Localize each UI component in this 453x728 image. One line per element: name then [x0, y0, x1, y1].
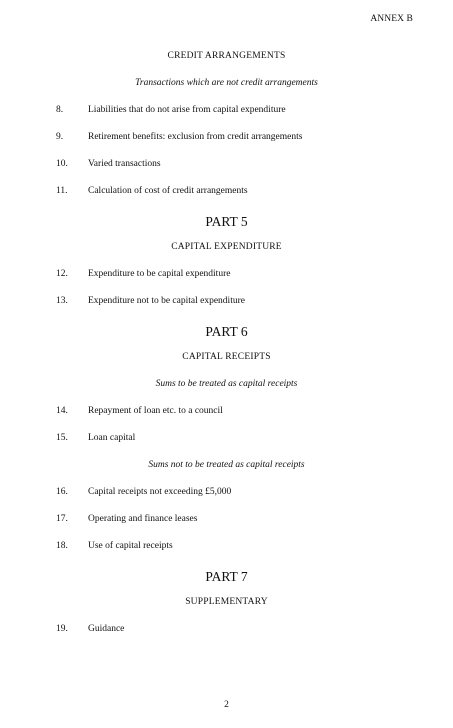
- part-5-label: PART 5: [205, 214, 248, 229]
- contents-entry-11: [0, 185, 453, 197]
- part-7-label: PART 7: [205, 569, 248, 584]
- section-heading-supplementary: SUPPLEMENTARY: [185, 597, 268, 607]
- entry-number: 18.: [56, 541, 68, 551]
- entry-title: Use of capital receipts: [88, 541, 173, 551]
- contents-entry-19: [0, 623, 453, 635]
- contents-entry-16: [0, 486, 453, 498]
- entry-title: Calculation of cost of credit arrangements: [88, 186, 248, 196]
- contents-entry-10: [0, 158, 453, 170]
- contents-entry-8: [0, 104, 453, 116]
- entry-title: Guidance: [88, 624, 125, 634]
- contents-entry-13: [0, 295, 453, 307]
- entry-number: 19.: [56, 624, 68, 634]
- subheading-sums-treated-as-capital-receipts: Sums to be treated as capital receipts: [155, 379, 298, 389]
- entry-number: 15.: [56, 433, 68, 443]
- section-heading-capital-expenditure: CAPITAL EXPENDITURE: [171, 242, 282, 252]
- contents-list: [0, 50, 453, 635]
- subheading-not-credit-arrangements: Transactions which are not credit arrangements: [135, 78, 318, 88]
- contents-entry-18: [0, 540, 453, 552]
- entry-number: 17.: [56, 514, 68, 524]
- entry-title: Capital receipts not exceeding £5,000: [88, 487, 232, 497]
- entry-title: Expenditure not to be capital expenditure: [88, 296, 245, 306]
- entry-number: 12.: [56, 269, 68, 279]
- entry-title: Expenditure to be capital expenditure: [88, 269, 231, 279]
- entry-number: 14.: [56, 406, 68, 416]
- entry-number: 11.: [56, 186, 68, 196]
- section-heading-credit-arrangements: CREDIT ARRANGEMENTS: [167, 51, 286, 61]
- entry-number: 9.: [56, 132, 64, 142]
- entry-number: 10.: [56, 159, 68, 169]
- entry-title: Loan capital: [88, 433, 136, 443]
- page-number: 2: [224, 700, 229, 710]
- entry-number: 13.: [56, 296, 68, 306]
- entry-title: Liabilities that do not arise from capital expenditure: [88, 105, 286, 115]
- contents-entry-12: [0, 268, 453, 280]
- entry-number: 8.: [56, 105, 64, 115]
- contents-entry-15: [0, 432, 453, 444]
- contents-entry-9: [0, 131, 453, 143]
- subheading-sums-not-treated-as-capital-receipts: Sums not to be treated as capital receipts: [148, 460, 305, 470]
- annex-label: ANNEX B: [370, 14, 413, 24]
- entry-title: Repayment of loan etc. to a council: [88, 406, 223, 416]
- entry-title: Retirement benefits: exclusion from credit arrangements: [88, 132, 303, 142]
- entry-title: Operating and finance leases: [88, 514, 198, 524]
- contents-entry-17: [0, 513, 453, 525]
- entry-number: 16.: [56, 487, 68, 497]
- part-6-label: PART 6: [205, 324, 248, 339]
- entry-title: Varied transactions: [88, 159, 161, 169]
- contents-entry-14: [0, 405, 453, 417]
- section-heading-capital-receipts: CAPITAL RECEIPTS: [182, 352, 271, 362]
